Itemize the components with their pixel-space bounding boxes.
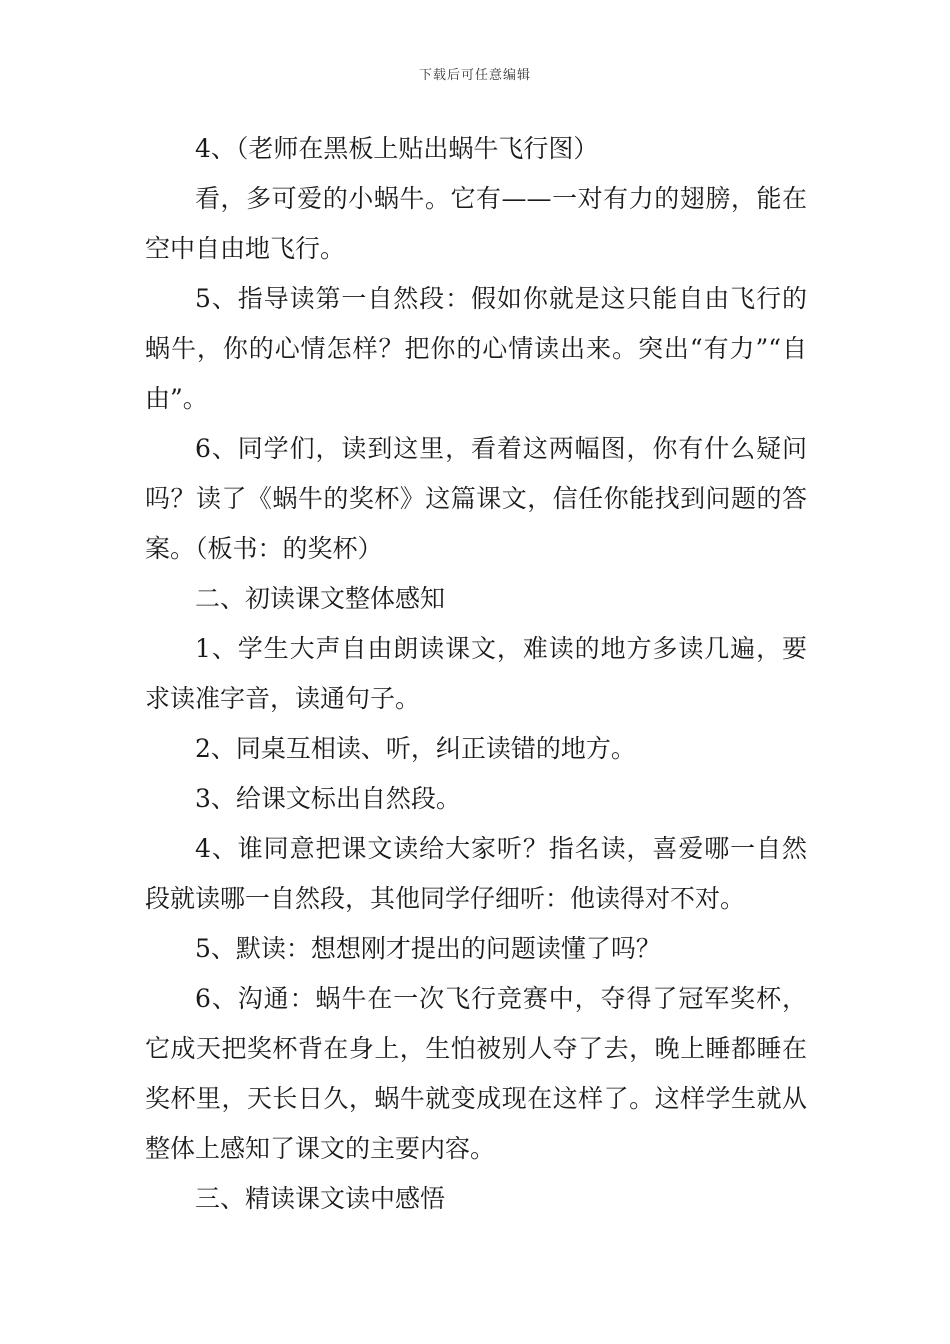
paragraph-item-3: 3、给课文标出自然段。	[195, 784, 461, 813]
paragraph-item-4: 4、谁同意把课文读给大家听？指名读，喜爱哪一自然段就读哪一自然段，其他同学仔细听：他读得对不对。	[145, 834, 807, 913]
paragraph-item-6: 6、沟通：蜗牛在一次飞行竞赛中，夺得了冠军奖杯，它成天把奖杯背在身上，生怕被别人夺了去，晚上睡都睡在奖杯里，天长日久，蜗牛就变成现在这样了。这样学生就从整体上感知了课文的主要内容。	[145, 984, 807, 1163]
page-header: 下载后可任意编辑	[418, 68, 531, 83]
section-heading-3: 三、精读课文读中感悟	[195, 1184, 446, 1213]
paragraph-item-2: 2、同桌互相读、听，纠正读错的地方。	[195, 734, 636, 763]
section-heading-2: 二、初读课文整体感知	[195, 584, 446, 613]
paragraph-step-5-guided-reading: 5、指导读第一自然段：假如你就是这只能自由飞行的蜗牛，你的心情怎样？把你的心情读出来。突出“有力”“自由”。	[145, 284, 807, 413]
document-body	[145, 124, 807, 1224]
paragraph-item-5: 5、默读：想想刚才提出的问题读懂了吗？	[195, 934, 661, 963]
paragraph-item-1: 1、学生大声自由朗读课文，难读的地方多读几遍，要求读准字音，读通句子。	[145, 634, 807, 713]
paragraph-step-4-blackboard: 4、（老师在黑板上贴出蜗牛飞行图）	[195, 134, 599, 163]
paragraph-step-6-questions: 6、同学们，读到这里，看着这两幅图，你有什么疑问吗？读了《蜗牛的奖杯》这篇课文，信任你能找到问题的答案。（板书：的奖杯）	[145, 434, 807, 563]
paragraph-look-snail: 看，多可爱的小蜗牛。它有——一对有力的翅膀，能在空中自由地飞行。	[145, 184, 807, 263]
